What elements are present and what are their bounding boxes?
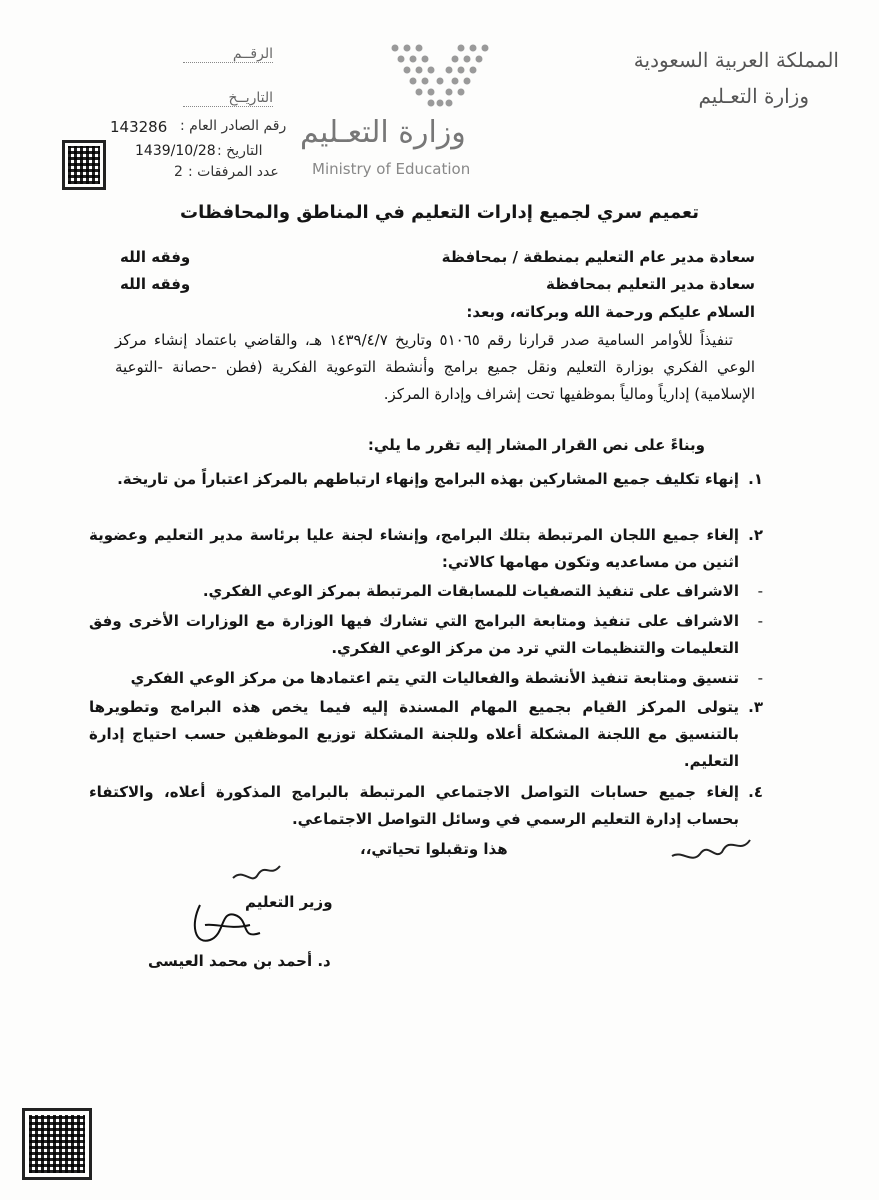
- letter-title: تعميم سري لجميع إدارات التعليم في المناطق والمحافظات: [180, 202, 699, 223]
- item-text: إلغاء جميع اللجان المرتبطة بتلك البرامج، وإنشاء لجنة عليا برئاسة مدير التعليم وعضوية اثنين من مساعديه وتكون مهامها كالاتي:: [89, 526, 739, 571]
- ministry-name: وزارة التعـليم: [698, 84, 809, 108]
- item-number: ٤.: [748, 783, 763, 801]
- general-no-label: رقم الصادر العام :: [180, 118, 287, 134]
- ministry-logo-icon: [385, 38, 495, 113]
- bullet-item: - تنسيق ومتابعة تنفيذ الأنشطة والفعاليات التي يتم اعتمادها من مركز الوعي الفكري: [130, 669, 763, 687]
- kingdom-name: المملكة العربية السعودية: [633, 48, 839, 72]
- logo-text-english: Ministry of Education: [312, 160, 471, 178]
- ref-number-label: الرقــم: [183, 46, 273, 63]
- item-number: ٢.: [748, 526, 763, 544]
- decision-item-3: [89, 694, 761, 775]
- recipient-1-closing: وفقه الله: [120, 248, 191, 266]
- attachments-label: عدد المرفقات :: [188, 164, 279, 180]
- decision-item-2: [89, 522, 761, 576]
- decision-intro: وبناءً على نص القرار المشار إليه تقرر ما يلي:: [367, 436, 705, 454]
- item-text: يتولى المركز القيام بجميع المهام المسندة إليه فيما يخص هذه البرامج وتطويرها بالتنسيق مع اللجنة المشكلة أعلاه وللجنة المشكلة توزيع الموظفين حسب احتياج إدارة التعليم.: [89, 698, 739, 770]
- qr-code-bottom: [22, 1108, 92, 1180]
- attachments-value: 2: [174, 164, 183, 180]
- qr-code-top: [62, 140, 106, 190]
- handwritten-approval: [225, 858, 285, 888]
- decision-item-4: [89, 779, 761, 833]
- ref-date-label: التاريــخ: [183, 90, 273, 107]
- bullet-item: - الاشراف على تنفيذ ومتابعة البرامج التي تشارك فيها الوزارة مع الوزارات الأخرى وفق التعليمات والتنظيمات التي ترد من مركز الوعي الفكري.: [89, 612, 763, 657]
- greeting: السلام عليكم ورحمة الله وبركاته، وبعد:: [466, 303, 755, 321]
- intro-paragraph: تنفيذاً للأوامر السامية صدر قرارنا رقم ٥١٠٦٥ وتاريخ ١٤٣٩/٤/٧ هـ، والقاضي باعتماد إنشاء مركز الوعي الفكري بوزارة التعليم ونقل جميع برامج وأنشطة التوعوية الفكرية (فطن -حصانة -التوعية الإسلامية) إدارياً ومالياً بموظفيها تحت إشراف وإدارة المركز.: [115, 331, 755, 403]
- logo-text-arabic: وزارة التعـليم: [300, 115, 466, 150]
- recipient-2: سعادة مدير التعليم بمحافظة: [545, 275, 755, 293]
- decision-item-1: [89, 466, 761, 493]
- signer-title: وزير التعليم: [245, 893, 333, 911]
- recipient-1: سعادة مدير عام التعليم بمنطقة / بمحافظة: [441, 248, 755, 266]
- date-field-label: التاريخ :: [217, 143, 263, 159]
- handwritten-initials: [660, 830, 760, 870]
- recipient-2-closing: وفقه الله: [120, 275, 191, 293]
- closing-text: هذا وتقبلوا تحياتي،،: [360, 840, 508, 858]
- item-number: ٣.: [748, 698, 763, 716]
- date-value: 1439/10/28: [135, 143, 216, 159]
- general-no-value: 143286: [110, 118, 168, 136]
- signature-scribble: [180, 895, 270, 955]
- bullet-item: - الاشراف على تنفيذ التصفيات للمسابقات المرتبطة بمركز الوعي الفكري.: [202, 582, 763, 600]
- item-text: إلغاء جميع حسابات التواصل الاجتماعي المرتبطة بالبرامج المذكورة أعلاه، والاكتفاء بحساب إدارة التعليم الرسمي في وسائل التواصل الاجتماعي.: [89, 783, 739, 828]
- item-text: إنهاء تكليف جميع المشاركين بهذه البرامج وإنهاء ارتباطهم بالمركز اعتباراً من تاريخة.: [117, 470, 739, 488]
- item-number: ١.: [748, 470, 763, 488]
- signer-name: د. أحمد بن محمد العيسى: [148, 952, 331, 970]
